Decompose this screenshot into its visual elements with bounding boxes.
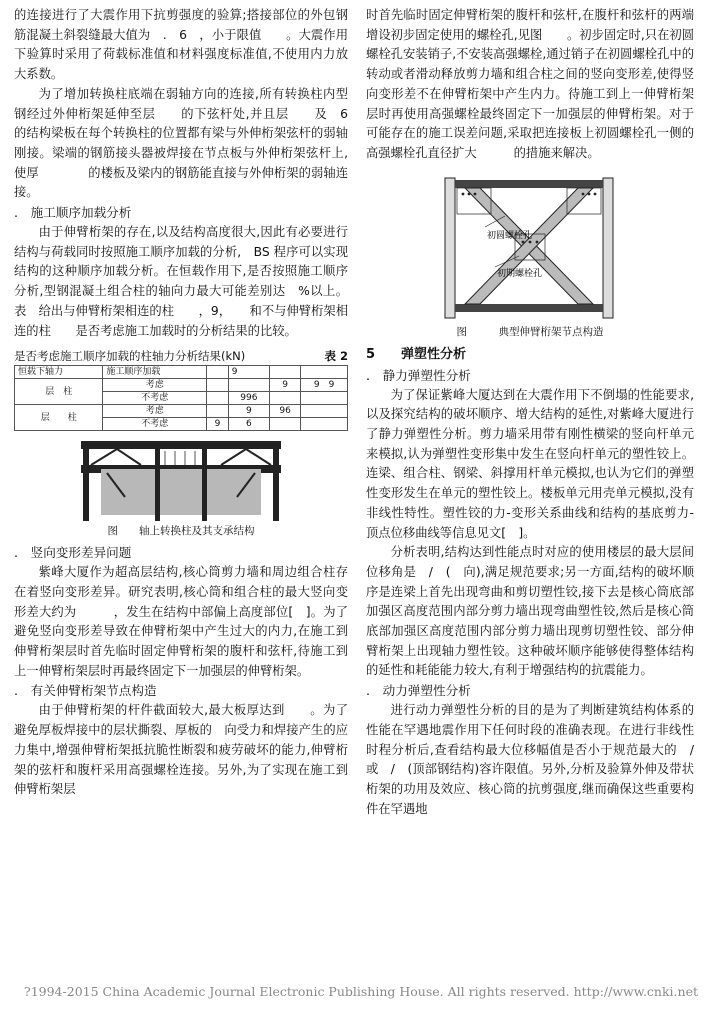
top-chord	[81, 441, 281, 449]
paragraph: 紫峰大厦作为超高层结构,核心筒剪力墙和周边组合柱存在着竖向变形差异。研究表明,核心筒和组合柱的最大竖向变形差大约为 ，发生在结构中部偏上高度部位[ ]。为了避免竖向变形差导致在伸臂桁架中产生过大的内力,在施工到伸臂桁架层时首先临时固定伸臂桁架的腹杆和弦杆,待施工到上一伸臂桁架层时再最终固定下一加强层的伸臂桁架。	[14, 565, 348, 678]
section-heading: . 静力弹塑性分析	[366, 367, 471, 383]
table-cell	[207, 405, 229, 418]
left-column	[83, 441, 89, 521]
table-label: 表 2	[324, 349, 348, 364]
section-heading: . 竖向变形差异问题	[14, 545, 132, 561]
page-footer: ?1994-2015 China Academic Journal Electronic Publishing House. All rights reserved. http://www.cnki.net	[24, 984, 698, 999]
figure-caption: 图 轴上转换柱及其支承结构	[107, 525, 255, 538]
axial-force-table	[14, 365, 348, 431]
table-title: 是否考虑施工顺序加载的柱轴力分析结果(kN)	[14, 349, 246, 364]
table-cell: 9	[228, 405, 269, 418]
table-header-cell	[301, 366, 348, 379]
shaded-region	[101, 469, 261, 515]
left-column	[14, 6, 348, 800]
right-column	[273, 441, 279, 521]
table-header-row	[15, 366, 348, 379]
table-cell	[301, 418, 348, 431]
table-cell	[301, 392, 348, 405]
table-row-name: 层 柱	[15, 379, 103, 405]
table-cell	[269, 418, 300, 431]
figure-label: 初期螺栓孔	[497, 268, 543, 279]
table-cell	[207, 379, 229, 392]
table-header-cell: 施工顺序加载	[103, 366, 207, 379]
table-cell: 考虑	[103, 405, 207, 418]
paragraph: 为了增加转换柱底端在弱轴方向的连接,所有转换柱内型钢经过外伸桁架延伸至层 的下弦杆处,并且层 及 6 的结构梁板在每个转换柱的位置都有梁与外伸桁架弦杆的弱轴刚接。梁端的钢筋接头器被焊接在节点板与外伸桁架弦杆上,使厚 的楼板及梁内的钢筋能直接与外伸桁架的弱轴连接。	[14, 86, 348, 200]
figure-transfer-column	[81, 439, 281, 521]
table-cell	[207, 392, 229, 405]
section-heading: . 施工顺序加载分析	[14, 205, 132, 221]
paragraph: 分析表明,结构达到性能点时对应的使用楼层的最大层间位移角是 / ( 向),满足规范要求;另一方面,结构的破坏顺序是连梁上首先出现弯曲和剪切塑性铰,接下去是核心筒底部加强区高度范围内部分剪力墙出现弯曲塑性铰,然后是核心筒底部加强区高度范围内部分剪力墙出现剪切塑性铰、部分伸臂桁架上出现轴力塑性铰。这种破坏顺序能够使得整体结构的延性和耗能能力较大,有利于增强结构的抗震能力。	[366, 545, 694, 678]
table-header-cell: 9	[228, 366, 269, 379]
paragraph: 的连接进行了大震作用下抗剪强度的验算;搭接部位的外包钢筋混凝土斜裂缝最大值为 . 6 ，小于限值 。大震作用下验算时采用了荷载标准值和材料强度标准值,不使用内力放大系数。	[14, 8, 348, 82]
table-caption	[14, 347, 348, 365]
table-header-cell	[207, 366, 229, 379]
figure-transfer-column-drawing	[81, 439, 281, 521]
transfer-column	[155, 449, 160, 521]
table-cell	[301, 405, 348, 418]
transfer-column	[202, 449, 207, 521]
figure-truss-joint	[435, 172, 625, 322]
table-header-cell: 恒载下轴力	[15, 366, 103, 379]
left-wall	[445, 178, 455, 318]
bottom-chord	[455, 304, 603, 312]
table-cell: 9	[269, 379, 300, 392]
table-cell: 9	[207, 418, 229, 431]
figure-caption: 图 典型伸臂桁架节点构造	[456, 325, 604, 338]
table-cell: 考虑	[103, 379, 207, 392]
table-row-name: 层 柱	[15, 405, 103, 431]
paragraph: 由于伸臂桁架的存在,以及结构高度很大,因此有必要进行结构与荷载同时按照施工顺序加载的分析, BS 程序可以实现结构的这种顺序加载分析。在恒载作用下,是否按照施工顺序分析,型钢混凝土组合柱的轴向力最大可能差别达 %以上。表 给出与伸臂桁架相连的柱 ，9， 和不与伸臂桁架相连的柱 是否考虑施工加载时的分析结果的比较。	[14, 225, 348, 338]
right-wall	[603, 178, 613, 318]
figure-label: 初圆螺栓孔	[487, 230, 533, 241]
table-cell: 不考虑	[103, 418, 207, 431]
figure-truss-joint-drawing	[435, 172, 625, 322]
table-cell	[228, 379, 269, 392]
table-cell: 6	[228, 418, 269, 431]
table-cell: 996	[228, 392, 269, 405]
section-heading: . 动力弹塑性分析	[366, 683, 471, 699]
table-row	[15, 405, 348, 418]
section-heading: 5 弹塑性分析	[366, 346, 467, 362]
paragraph: 进行动力弹塑性分析的目的是为了判断建筑结构体系的性能在罕遇地震作用下任何时段的准确表现。在进行非线性时程分析后,查看结构最大位移幅值是否小于规范最大的 / 或 / (顶部钢结构)容许限值。另外,分析及验算外伸及带状桁架的功用及效应、核心筒的抗剪强度,继而确保这些重要构件在罕遇地	[366, 703, 719, 816]
right-column	[366, 6, 719, 819]
table-row	[15, 379, 348, 392]
table-header-cell	[269, 366, 300, 379]
table-cell	[269, 392, 300, 405]
table-cell: 不考虑	[103, 392, 207, 405]
table-cell: 96	[269, 405, 300, 418]
paragraph: 为了保证紫峰大厦达到在大震作用下不倒塌的性能要求,以及探究结构的破坏顺序、增大结构的延性,对紫峰大厦进行了静力弹塑性分析。剪力墙采用带有刚性横梁的竖向杆单元来模拟,认为弹塑性变形集中发生在竖向杆单元的塑性铰上。连梁、组合柱、钢梁、斜撑用杆单元模拟,也认为它们的弹塑性变形发生在单元的塑性铰上。楼板单元用壳单元模拟,没有非线性特性。塑性铰的力-变形关系曲线和结构的基底剪力-顶点位移曲线等信息见文[ ]。	[366, 387, 694, 540]
section-heading: . 有关伸臂桁架节点构造	[14, 683, 157, 699]
top-chord	[455, 180, 603, 188]
paragraph: 由于伸臂桁架的杆件截面较大,最大板厚达到 。为了避免厚板焊接中的层状撕裂、厚板的 向受力和焊接产生的应力集中,增强伸臂桁架抵抗脆性断裂和疲劳破坏的能力,伸臂桁架的弦杆和腹杆采用高强螺栓连接。另外,为了实现在施工到伸臂桁架层	[14, 703, 348, 797]
web-members	[165, 451, 195, 465]
paragraph: 时首先临时固定伸臂桁架的腹杆和弦杆,在腹杆和弦杆的两端增设初步固定使用的螺栓孔,见图 。初步固定时,只在初圆螺栓孔安装销子,不安装高强螺栓,通过销子在初圆螺栓孔中的转动或者滑动释放剪力墙和组合柱之间的竖向变形差,使得竖向变形差不在伸臂桁架中产生内力。待施工到上一伸臂桁架层时再使用高强螺栓最终固定下一加强层的伸臂桁架。对于可能存在的施工误差问题,采取把连接板上初圆螺栓孔一侧的高强螺栓孔直径扩大 的措施来解决。	[366, 8, 694, 160]
table-cell: 9 9	[301, 379, 348, 392]
